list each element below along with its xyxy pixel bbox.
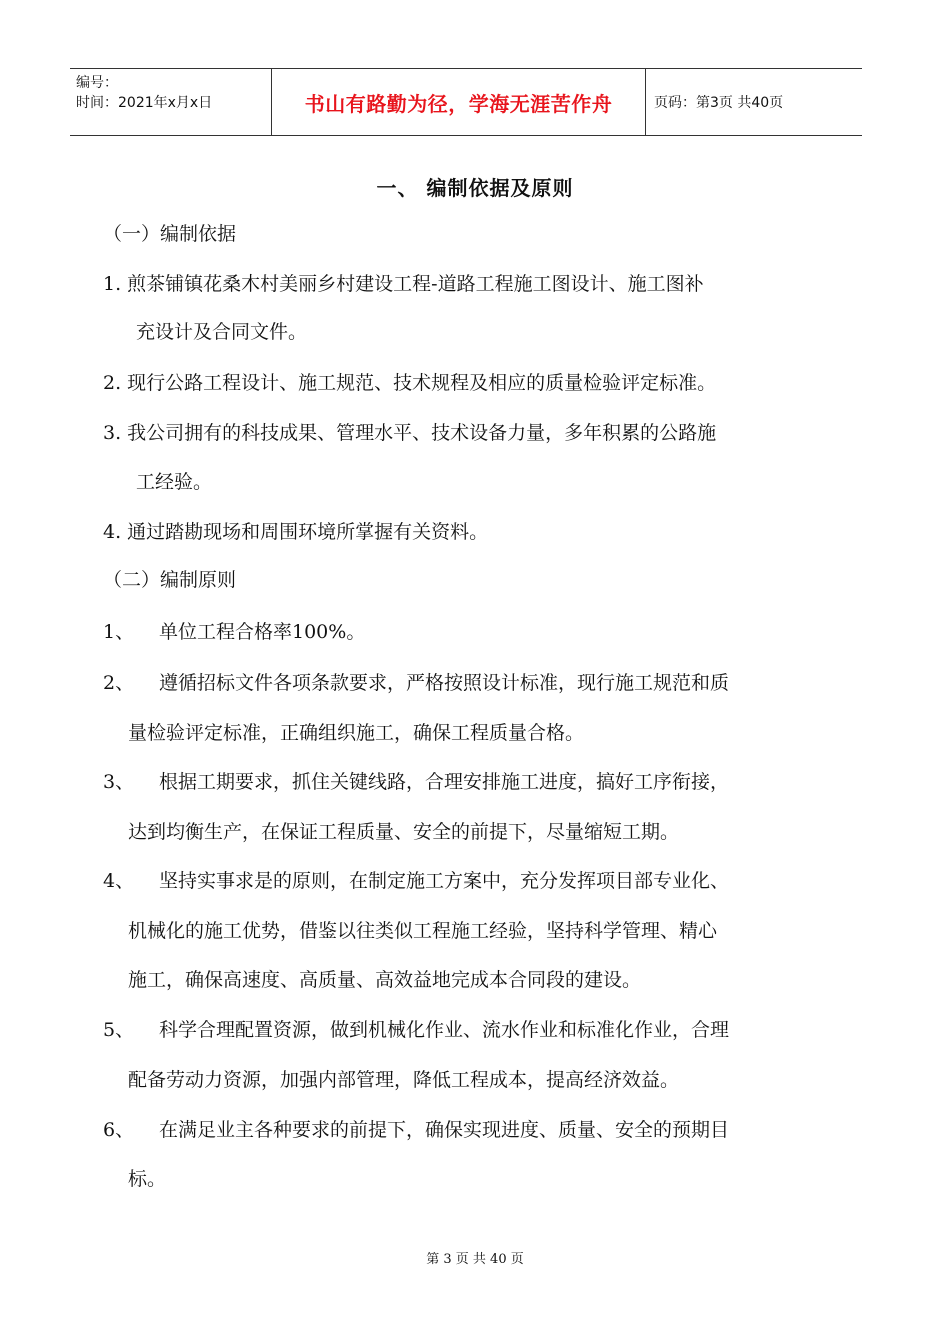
principle-6-number: 6、 bbox=[103, 1119, 135, 1141]
principle-5-line-2: 配备劳动力资源，加强内部管理，降低工程成本，提高经济效益。 bbox=[128, 1069, 680, 1091]
principle-2-line-2: 量检验评定标准，正确组织施工，确保工程质量合格。 bbox=[128, 722, 585, 744]
header-left-cell bbox=[70, 69, 272, 135]
principle-3-line-2: 达到均衡生产，在保证工程质量、安全的前提下，尽量缩短工期。 bbox=[128, 821, 680, 843]
principles-heading: （二）编制原则 bbox=[103, 569, 237, 591]
time-label: 时间：2021年x月x日 bbox=[76, 95, 213, 111]
principle-1-line-1: 单位工程合格率100%。 bbox=[159, 621, 366, 643]
principle-4-line-2: 机械化的施工优势，借鉴以往类似工程施工经验，坚持科学管理、精心 bbox=[128, 920, 718, 942]
principle-4-number: 4、 bbox=[103, 870, 135, 892]
basis-item-1-line-1: 1. 煎茶铺镇花桑木村美丽乡村建设工程-道路工程施工图设计、施工图补 bbox=[103, 273, 704, 295]
principle-1-number: 1、 bbox=[103, 621, 135, 643]
basis-item-3-line-1: 3. 我公司拥有的科技成果、管理水平、技术设备力量，多年积累的公路施 bbox=[103, 422, 717, 444]
basis-item-1-line-2: 充设计及合同文件。 bbox=[136, 321, 308, 343]
principle-3-line-1: 根据工期要求，抓住关键线路，合理安排施工进度，搞好工序衔接， bbox=[159, 771, 730, 793]
page-header bbox=[70, 68, 862, 136]
page-footer: 第 3 页 共 40 页 bbox=[426, 1252, 524, 1267]
principle-2-number: 2、 bbox=[103, 672, 135, 694]
principle-6-line-1: 在满足业主各种要求的前提下，确保实现进度、质量、安全的预期目 bbox=[159, 1119, 730, 1141]
basis-item-4-line-1: 4. 通过踏勘现场和周围环境所掌握有关资料。 bbox=[103, 521, 489, 543]
header-page-info: 页码：第3页 共40页 bbox=[654, 95, 784, 111]
principle-3-number: 3、 bbox=[103, 771, 135, 793]
section-title: 一、 编制依据及原则 bbox=[376, 176, 574, 200]
principle-4-line-3: 施工，确保高速度、高质量、高效益地完成本合同段的建设。 bbox=[128, 969, 642, 991]
principle-5-line-1: 科学合理配置资源，做到机械化作业、流水作业和标准化作业，合理 bbox=[159, 1019, 730, 1041]
number-label: 编号： bbox=[76, 75, 118, 91]
principle-6-line-2: 标。 bbox=[128, 1168, 167, 1190]
principle-4-line-1: 坚持实事求是的原则，在制定施工方案中，充分发挥项目部专业化、 bbox=[159, 870, 730, 892]
basis-item-2-line-1: 2. 现行公路工程设计、施工规范、技术规程及相应的质量检验评定标准。 bbox=[103, 372, 717, 394]
basis-item-3-line-2: 工经验。 bbox=[136, 471, 213, 493]
principle-5-number: 5、 bbox=[103, 1019, 135, 1041]
header-motto: 书山有路勤为径，学海无涯苦作舟 bbox=[272, 69, 646, 135]
principle-2-line-1: 遵循招标文件各项条款要求，严格按照设计标准，现行施工规范和质 bbox=[159, 672, 730, 694]
basis-heading: （一）编制依据 bbox=[103, 223, 237, 245]
